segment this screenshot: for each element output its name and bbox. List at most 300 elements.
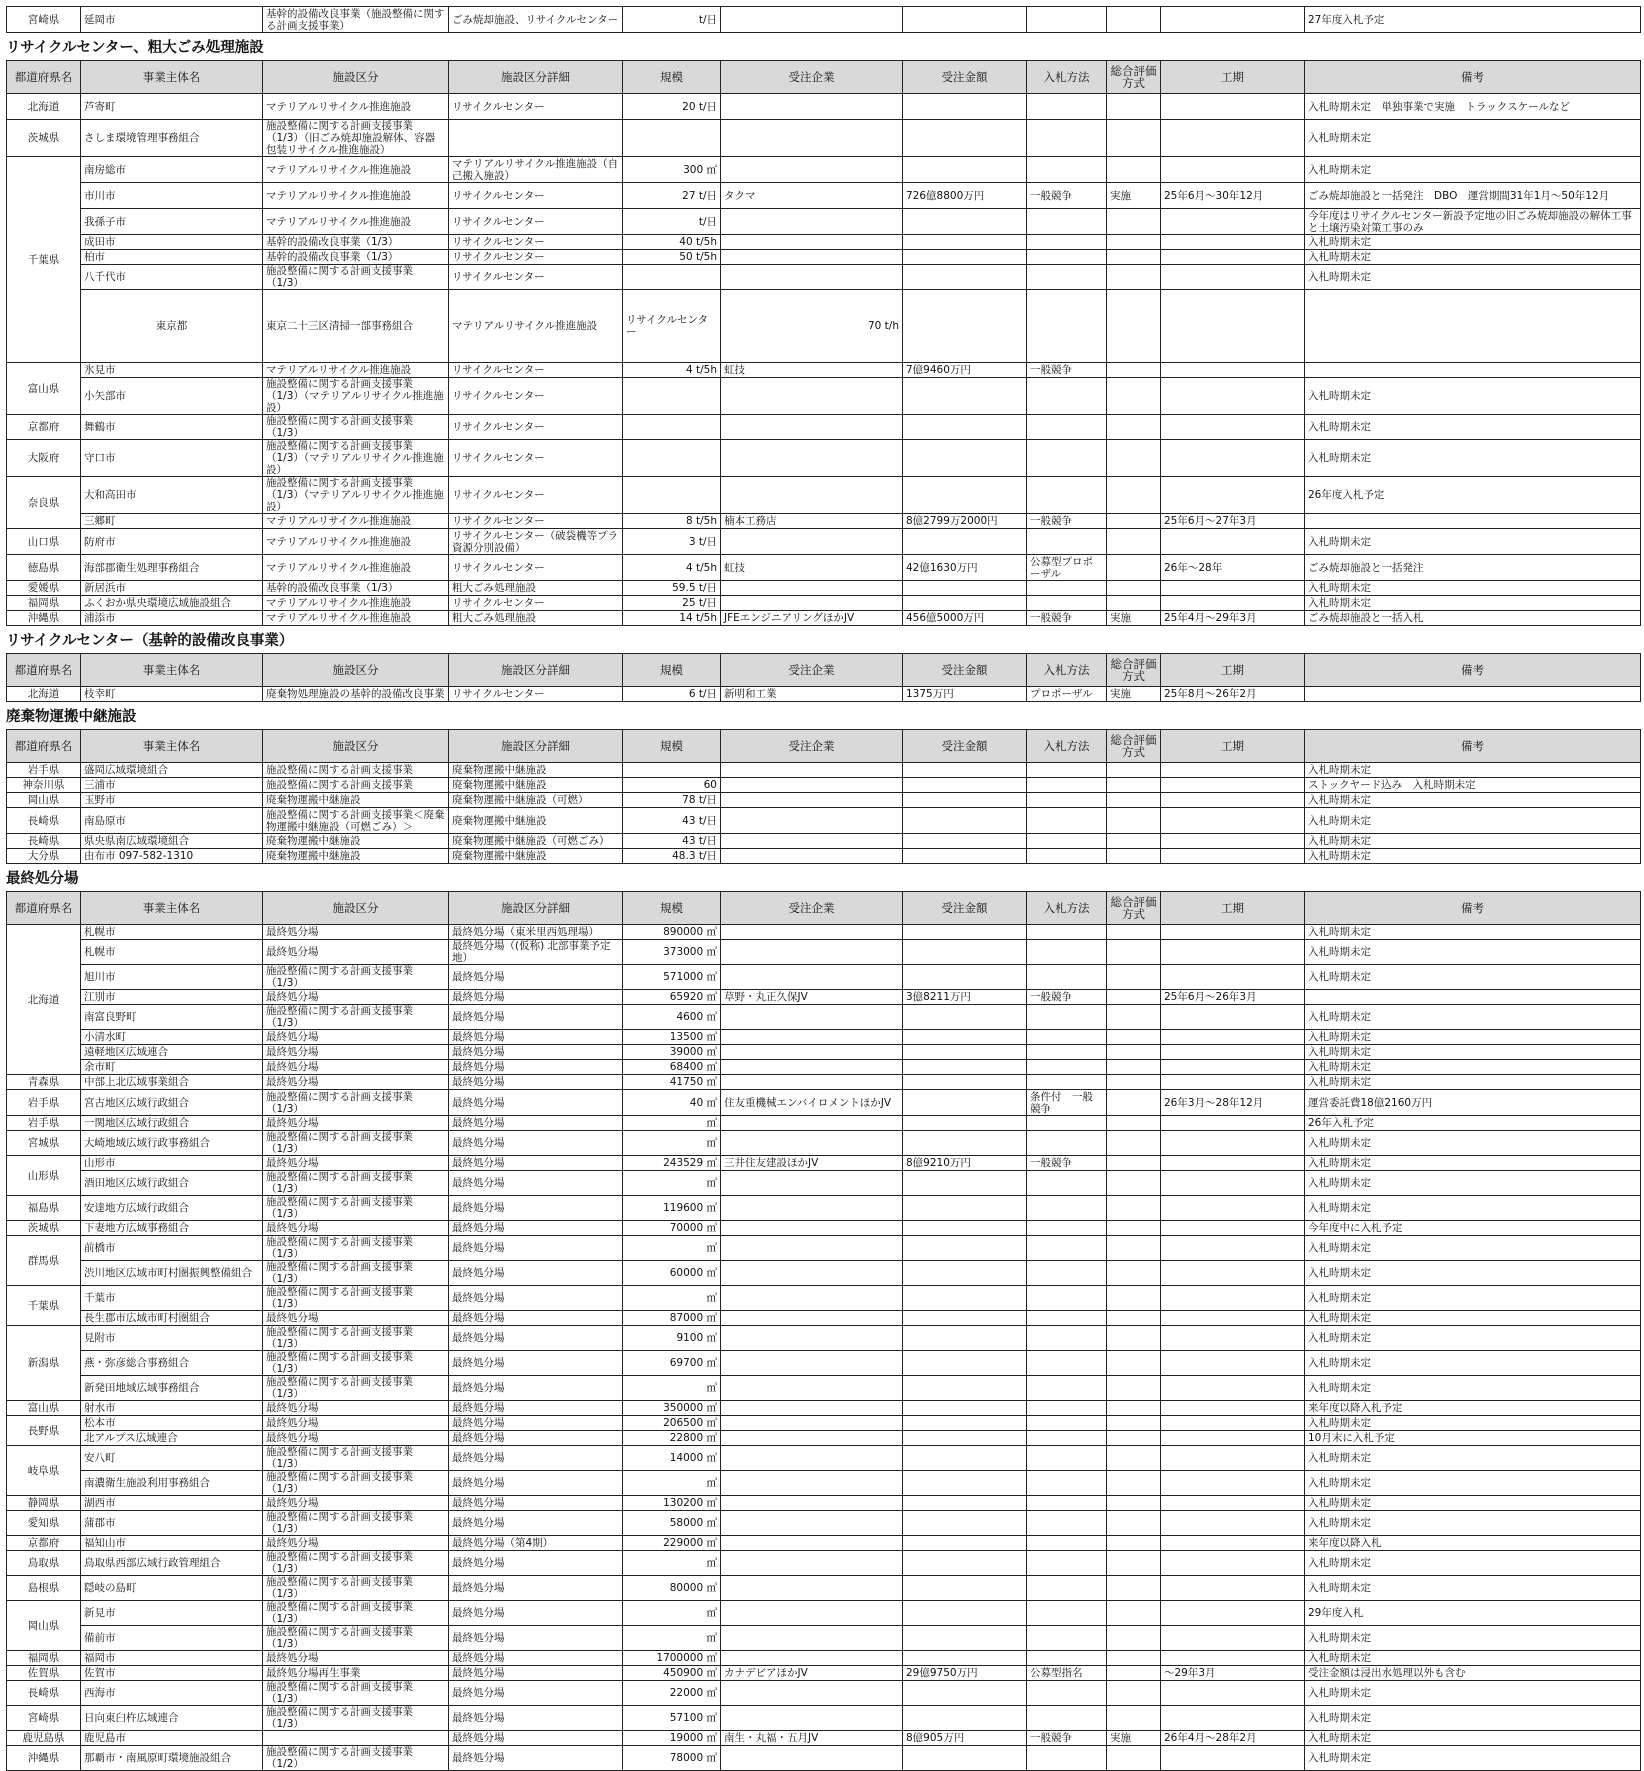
table-row <box>7 1311 1641 1326</box>
amount-cell: 8億905万円 <box>903 1731 1027 1746</box>
contractor-cell: 虹技 <box>721 363 903 378</box>
detail-cell: 最終処分場 <box>449 1261 623 1286</box>
detail-cell: 最終処分場（第4期） <box>449 1536 623 1551</box>
table-row <box>7 1551 1641 1576</box>
column-header-evaluation: 総合評価方式 <box>1107 61 1161 94</box>
table-row <box>7 235 1641 250</box>
evaluation-cell <box>1107 834 1161 849</box>
entity-cell: 由布市 097-582-1310 <box>81 849 263 864</box>
period-cell <box>1161 1116 1305 1131</box>
period-cell <box>1161 378 1305 415</box>
table-row <box>7 1651 1641 1666</box>
entity-cell: 長生郡市広域市町村圏組合 <box>81 1311 263 1326</box>
amount-cell <box>903 596 1027 611</box>
contractor-cell <box>721 1681 903 1706</box>
detail-cell <box>449 120 623 157</box>
scale-cell: 1700000 ㎥ <box>623 1651 721 1666</box>
category-cell: マテリアルリサイクル推進施設 <box>263 209 449 235</box>
scale-cell: 48.3 t/日 <box>623 849 721 864</box>
scale-cell: 6 t/日 <box>623 687 721 702</box>
method-cell <box>1027 808 1107 834</box>
method-cell <box>1027 1551 1107 1576</box>
scale-cell <box>623 477 721 514</box>
table-row <box>7 940 1641 965</box>
category-cell: 最終処分場 <box>263 1116 449 1131</box>
entity-cell: 射水市 <box>81 1401 263 1416</box>
amount-cell <box>903 477 1027 514</box>
period-cell: 25年4月～29年3月 <box>1161 611 1305 626</box>
amount-cell <box>903 235 1027 250</box>
note-cell: 入札時期未定 <box>1305 157 1641 183</box>
prefecture-cell: 北海道 <box>7 687 81 702</box>
note-cell: 入札時期未定 <box>1305 596 1641 611</box>
contractor-cell <box>721 265 903 290</box>
column-header-contractor: 受注企業 <box>721 730 903 763</box>
evaluation-cell <box>1107 363 1161 378</box>
prefecture-cell: 岩手県 <box>7 763 81 778</box>
prefecture-cell: 長野県 <box>7 1416 81 1446</box>
scale-cell: 9100 ㎥ <box>623 1326 721 1351</box>
period-cell <box>1161 581 1305 596</box>
note-cell: ごみ焼却施設と一括入札 <box>1305 611 1641 626</box>
detail-cell: 最終処分場 <box>449 1706 623 1731</box>
method-cell <box>1027 1261 1107 1286</box>
period-cell <box>1161 1131 1305 1156</box>
detail-cell: 最終処分場 <box>449 1326 623 1351</box>
entity-cell: 一関地区広域行政組合 <box>81 1116 263 1131</box>
period-cell <box>1161 1746 1305 1771</box>
scale-cell: 890000 ㎥ <box>623 925 721 940</box>
detail-cell: リサイクルセンター <box>449 596 623 611</box>
prefecture-cell: 奈良県 <box>7 477 81 529</box>
entity-cell: 隠岐の島町 <box>81 1576 263 1601</box>
contractor-cell <box>721 1551 903 1576</box>
detail-cell: リサイクルセンター <box>623 290 721 363</box>
period-cell <box>1161 1156 1305 1171</box>
scale-cell: 27 t/日 <box>623 183 721 209</box>
method-cell: 一般競争 <box>1027 183 1107 209</box>
entity-cell: ふくおか県央環境広域施設組合 <box>81 596 263 611</box>
scale-cell <box>623 440 721 477</box>
amount-cell: 8億2799万2000円 <box>903 514 1027 529</box>
category-cell: 最終処分場 <box>263 1651 449 1666</box>
detail-cell: リサイクルセンター <box>449 440 623 477</box>
table-row <box>7 265 1641 290</box>
entity-cell: 江別市 <box>81 990 263 1005</box>
contractor-cell <box>721 778 903 793</box>
amount-cell <box>903 529 1027 555</box>
scale-cell: 41750 ㎥ <box>623 1075 721 1090</box>
amount-cell <box>903 1551 1027 1576</box>
method-cell: 一般競争 <box>1027 990 1107 1005</box>
period-cell: 26年3月～28年12月 <box>1161 1090 1305 1116</box>
detail-cell: 最終処分場 <box>449 1626 623 1651</box>
table-row <box>7 1401 1641 1416</box>
scale-cell: 350000 ㎥ <box>623 1401 721 1416</box>
entity-cell: 南房総市 <box>81 157 263 183</box>
category-cell: 施設整備に関する計画支援事業（1/3）（マテリアルリサイクル推進施設） <box>263 378 449 415</box>
entity-cell: 大崎地域広域行政事務組合 <box>81 1131 263 1156</box>
note-cell <box>1305 514 1641 529</box>
prefecture-cell: 徳島県 <box>7 555 81 581</box>
note-cell: 入札時期未定 <box>1305 793 1641 808</box>
category-cell: 施設整備に関する計画支援事業（1/3） <box>263 1326 449 1351</box>
contractor-cell <box>721 1416 903 1431</box>
method-cell <box>1027 1626 1107 1651</box>
category-cell: マテリアルリサイクル推進施設 <box>263 514 449 529</box>
evaluation-cell: 実施 <box>1107 687 1161 702</box>
note-cell: 10月末に入札予定 <box>1305 1431 1641 1446</box>
period-cell <box>1161 94 1305 120</box>
entity-cell: 市川市 <box>81 183 263 209</box>
category-cell: 施設整備に関する計画支援事業（1/3） <box>263 1196 449 1221</box>
method-cell <box>1027 1351 1107 1376</box>
top-continuation-table <box>6 6 1641 33</box>
contractor-cell: 新明和工業 <box>721 687 903 702</box>
contractor-cell <box>903 290 1027 363</box>
column-header-contractor: 受注企業 <box>721 61 903 94</box>
amount-cell <box>903 1746 1027 1771</box>
period-cell <box>1161 1045 1305 1060</box>
note-cell: 入札時期未定 <box>1305 1286 1641 1311</box>
detail-cell: 粗大ごみ処理施設 <box>449 581 623 596</box>
amount-cell <box>903 1060 1027 1075</box>
table-row <box>7 1626 1641 1651</box>
evaluation-cell: 実施 <box>1107 1731 1161 1746</box>
category-cell: 廃棄物運搬中継施設 <box>263 849 449 864</box>
column-header-prefecture: 都道府県名 <box>7 654 81 687</box>
note-cell: 入札時期未定 <box>1305 940 1641 965</box>
evaluation-cell <box>1107 440 1161 477</box>
prefecture-cell: 岩手県 <box>7 1090 81 1116</box>
period-cell <box>1161 477 1305 514</box>
evaluation-cell <box>1107 1286 1161 1311</box>
amount-cell <box>903 965 1027 990</box>
detail-cell: 最終処分場 <box>449 1576 623 1601</box>
evaluation-cell <box>1107 94 1161 120</box>
evaluation-cell <box>1107 1576 1161 1601</box>
scale-cell: 40 t/5h <box>623 235 721 250</box>
detail-cell: 最終処分場 <box>449 1446 623 1471</box>
entity-cell: 松本市 <box>81 1416 263 1431</box>
table-row <box>7 1446 1641 1471</box>
table-row <box>7 415 1641 440</box>
detail-cell: リサイクルセンター <box>449 235 623 250</box>
amount-cell <box>903 1171 1027 1196</box>
entity-cell: 佐賀市 <box>81 1666 263 1681</box>
section-table <box>6 653 1641 702</box>
contractor-cell <box>721 120 903 157</box>
column-header-entity: 事業主体名 <box>81 654 263 687</box>
evaluation-cell <box>1107 1536 1161 1551</box>
contractor-cell <box>721 1045 903 1060</box>
scale-cell <box>623 378 721 415</box>
category-cell: マテリアルリサイクル推進施設 <box>449 290 623 363</box>
evaluation-cell <box>1107 120 1161 157</box>
category-cell: 最終処分場 <box>263 1311 449 1326</box>
entity-cell: 那覇市・南風原町環境施設組合 <box>81 1746 263 1771</box>
period-cell <box>1161 1706 1305 1731</box>
note-cell: 運営委託費18億2160万円 <box>1305 1090 1641 1116</box>
contractor-cell <box>721 157 903 183</box>
contractor-cell <box>721 235 903 250</box>
table-row <box>7 1746 1641 1771</box>
method-cell: 一般競争 <box>1027 514 1107 529</box>
note-cell <box>1305 363 1641 378</box>
note-cell: 入札時期未定 <box>1305 265 1641 290</box>
table-row <box>7 1416 1641 1431</box>
detail-cell: 最終処分場 <box>449 1351 623 1376</box>
entity-cell: 大和高田市 <box>81 477 263 514</box>
amount-cell <box>903 1286 1027 1311</box>
scale-cell: 8 t/5h <box>623 514 721 529</box>
evaluation-cell <box>1107 1005 1161 1030</box>
contractor-cell <box>721 1651 903 1666</box>
table-row <box>7 1261 1641 1286</box>
detail-cell: リサイクルセンター <box>449 514 623 529</box>
category-cell: 基幹的設備改良事業（1/3） <box>263 250 449 265</box>
amount-cell <box>903 1626 1027 1651</box>
table-row <box>7 1131 1641 1156</box>
category-cell: 施設整備に関する計画支援事業（1/3） <box>263 1576 449 1601</box>
section-table <box>6 891 1641 1771</box>
prefecture-cell: 長崎県 <box>7 834 81 849</box>
note-cell: 26年入札予定 <box>1305 1116 1641 1131</box>
prefecture-cell: 長崎県 <box>7 808 81 834</box>
scale-cell: ㎥ <box>623 1626 721 1651</box>
entity-cell: 延岡市 <box>81 7 263 33</box>
column-header-detail: 施設区分詳細 <box>449 892 623 925</box>
detail-cell: 最終処分場 <box>449 1551 623 1576</box>
prefecture-cell: 山口県 <box>7 529 81 555</box>
column-header-entity: 事業主体名 <box>81 730 263 763</box>
amount-cell <box>903 763 1027 778</box>
method-cell <box>1027 849 1107 864</box>
contractor-cell <box>721 1005 903 1030</box>
prefecture-cell: 山形県 <box>7 1156 81 1196</box>
header-row <box>7 730 1641 763</box>
amount-cell <box>903 209 1027 235</box>
category-cell: 廃棄物運搬中継施設 <box>263 834 449 849</box>
method-cell <box>1027 1030 1107 1045</box>
period-cell: 25年6月～30年12月 <box>1161 183 1305 209</box>
method-cell <box>1027 1221 1107 1236</box>
method-cell <box>1027 1075 1107 1090</box>
period-cell <box>1161 1471 1305 1496</box>
column-header-prefecture: 都道府県名 <box>7 892 81 925</box>
amount-cell <box>903 1311 1027 1326</box>
prefecture-cell: 宮崎県 <box>7 1706 81 1731</box>
evaluation-cell <box>1107 596 1161 611</box>
category-cell <box>263 1731 449 1746</box>
period-cell: 25年6月～26年3月 <box>1161 990 1305 1005</box>
category-cell: 最終処分場 <box>263 1156 449 1171</box>
prefecture-cell: 富山県 <box>7 363 81 415</box>
column-header-scale: 規模 <box>623 892 721 925</box>
contractor-cell: タクマ <box>721 183 903 209</box>
prefecture-cell: 佐賀県 <box>7 1666 81 1681</box>
note-cell: 入札時期未定 <box>1305 925 1641 940</box>
evaluation-cell <box>1107 1116 1161 1131</box>
detail-cell: リサイクルセンター <box>449 183 623 209</box>
method-cell <box>1027 1746 1107 1771</box>
scale-cell: 58000 ㎥ <box>623 1511 721 1536</box>
contractor-cell <box>721 1116 903 1131</box>
period-cell <box>1161 1261 1305 1286</box>
category-cell: 施設整備に関する計画支援事業（1/2） <box>263 1746 449 1771</box>
evaluation-cell <box>1107 1326 1161 1351</box>
method-cell: 公募型指名 <box>1027 1666 1107 1681</box>
method-cell <box>1027 1376 1107 1401</box>
amount-cell <box>903 1030 1027 1045</box>
table-row <box>7 990 1641 1005</box>
prefecture-cell: 北海道 <box>7 925 81 1075</box>
entity-cell: 柏市 <box>81 250 263 265</box>
method-cell: 一般競争 <box>1027 1731 1107 1746</box>
prefecture-cell: 富山県 <box>7 1401 81 1416</box>
entity-cell: 防府市 <box>81 529 263 555</box>
column-header-category: 施設区分 <box>263 892 449 925</box>
contractor-cell <box>721 477 903 514</box>
method-cell <box>1027 1681 1107 1706</box>
table-row <box>7 477 1641 514</box>
table-row <box>7 1005 1641 1030</box>
section-title: 最終処分場 <box>6 871 79 887</box>
period-cell <box>1161 120 1305 157</box>
table-row <box>7 778 1641 793</box>
contractor-cell <box>721 250 903 265</box>
section-title: 廃棄物運搬中継施設 <box>6 709 137 725</box>
scale-cell: 4 t/5h <box>623 363 721 378</box>
prefecture-cell: 青森県 <box>7 1075 81 1090</box>
evaluation-cell <box>1107 1651 1161 1666</box>
method-cell <box>1027 1060 1107 1075</box>
prefecture-cell: 宮城県 <box>7 1131 81 1156</box>
method-cell: 一般競争 <box>1027 611 1107 626</box>
contractor-cell: 住友重機械エンバイロメントほかJV <box>721 1090 903 1116</box>
amount-cell: 726億8800万円 <box>903 183 1027 209</box>
method-cell <box>1027 265 1107 290</box>
category-cell: 施設整備に関する計画支援事業（1/3） <box>263 1706 449 1731</box>
contractor-cell: 虹技 <box>721 555 903 581</box>
category-cell: 施設整備に関する計画支援事業（1/3） <box>263 1351 449 1376</box>
period-cell <box>1161 1511 1305 1536</box>
evaluation-cell <box>1107 1131 1161 1156</box>
scale-cell: 57100 ㎥ <box>623 1706 721 1731</box>
contractor-cell <box>721 596 903 611</box>
amount-cell <box>903 849 1027 864</box>
table-row <box>7 363 1641 378</box>
column-header-entity: 事業主体名 <box>81 61 263 94</box>
amount-cell <box>903 778 1027 793</box>
table-row <box>7 1286 1641 1311</box>
prefecture-cell: 京都府 <box>7 1536 81 1551</box>
table-row <box>7 1576 1641 1601</box>
evaluation-cell <box>1107 1376 1161 1401</box>
note-cell: 26年度入札予定 <box>1305 477 1641 514</box>
table-row <box>7 1496 1641 1511</box>
detail-cell: 最終処分場 <box>449 1286 623 1311</box>
method-cell: 一般競争 <box>1027 363 1107 378</box>
category-cell: 施設整備に関する計画支援事業（1/3） <box>263 1261 449 1286</box>
evaluation-cell <box>1161 290 1305 363</box>
period-cell <box>1161 1311 1305 1326</box>
entity-cell: 新見市 <box>81 1601 263 1626</box>
table-row <box>7 440 1641 477</box>
amount-cell <box>903 1446 1027 1471</box>
prefecture-cell: 島根県 <box>7 1576 81 1601</box>
note-cell: 入札時期未定 単独事業で実施 トラックスケールなど <box>1305 94 1641 120</box>
entity-cell: 札幌市 <box>81 925 263 940</box>
note-cell: 入札時期未定 <box>1305 1511 1641 1536</box>
amount-cell <box>903 1131 1027 1156</box>
scale-cell: 19000 ㎥ <box>623 1731 721 1746</box>
entity-cell: 酒田地区広域行政組合 <box>81 1171 263 1196</box>
evaluation-cell <box>1107 1196 1161 1221</box>
period-cell <box>1161 1626 1305 1651</box>
note-cell: 入札時期未定 <box>1305 1351 1641 1376</box>
note-cell: 入札時期未定 <box>1305 1416 1641 1431</box>
detail-cell: 最終処分場 <box>449 1601 623 1626</box>
prefecture-cell: 福島県 <box>7 1196 81 1221</box>
table-row <box>7 1326 1641 1351</box>
scale-cell: 243529 ㎥ <box>623 1156 721 1171</box>
method-cell <box>1027 7 1107 33</box>
amount-cell <box>903 834 1027 849</box>
amount-cell: 456億5000万円 <box>903 611 1027 626</box>
note-cell: 27年度入札予定 <box>1305 7 1641 33</box>
detail-cell: 最終処分場 <box>449 1731 623 1746</box>
period-cell <box>1161 1196 1305 1221</box>
amount-cell <box>903 250 1027 265</box>
prefecture-cell: 千葉県 <box>7 1286 81 1326</box>
method-cell <box>1027 1536 1107 1551</box>
period-cell <box>1161 965 1305 990</box>
scale-cell: ㎥ <box>623 1286 721 1311</box>
note-cell: 入札時期未定 <box>1305 1005 1641 1030</box>
column-header-prefecture: 都道府県名 <box>7 61 81 94</box>
contractor-cell <box>721 581 903 596</box>
category-cell: マテリアルリサイクル推進施設 <box>263 157 449 183</box>
scale-cell: 78000 ㎥ <box>623 1746 721 1771</box>
entity-cell: 旭川市 <box>81 965 263 990</box>
table-row <box>7 120 1641 157</box>
note-cell: 入札時期未定 <box>1305 1706 1641 1731</box>
evaluation-cell <box>1107 1551 1161 1576</box>
prefecture-cell: 長崎県 <box>7 1681 81 1706</box>
entity-cell: 鹿児島市 <box>81 1731 263 1746</box>
category-cell: 施設整備に関する計画支援事業（1/3） <box>263 1446 449 1471</box>
amount-cell <box>903 1401 1027 1416</box>
prefecture-cell: 茨城県 <box>7 1221 81 1236</box>
amount-cell <box>903 1471 1027 1496</box>
period-cell <box>1161 834 1305 849</box>
column-header-amount: 受注金額 <box>903 61 1027 94</box>
category-cell: 最終処分場再生事業 <box>263 1666 449 1681</box>
column-header-evaluation: 総合評価方式 <box>1107 654 1161 687</box>
entity-cell: 新発田地域広域事務組合 <box>81 1376 263 1401</box>
scale-cell: 571000 ㎥ <box>623 965 721 990</box>
evaluation-cell <box>1107 1471 1161 1496</box>
scale-cell: 39000 ㎥ <box>623 1045 721 1060</box>
scale-cell: 4600 ㎥ <box>623 1005 721 1030</box>
entity-cell: 湖西市 <box>81 1496 263 1511</box>
scale-cell: ㎥ <box>623 1116 721 1131</box>
evaluation-cell <box>1107 965 1161 990</box>
evaluation-cell <box>1107 1601 1161 1626</box>
category-cell: マテリアルリサイクル推進施設 <box>263 611 449 626</box>
column-header-prefecture: 都道府県名 <box>7 730 81 763</box>
